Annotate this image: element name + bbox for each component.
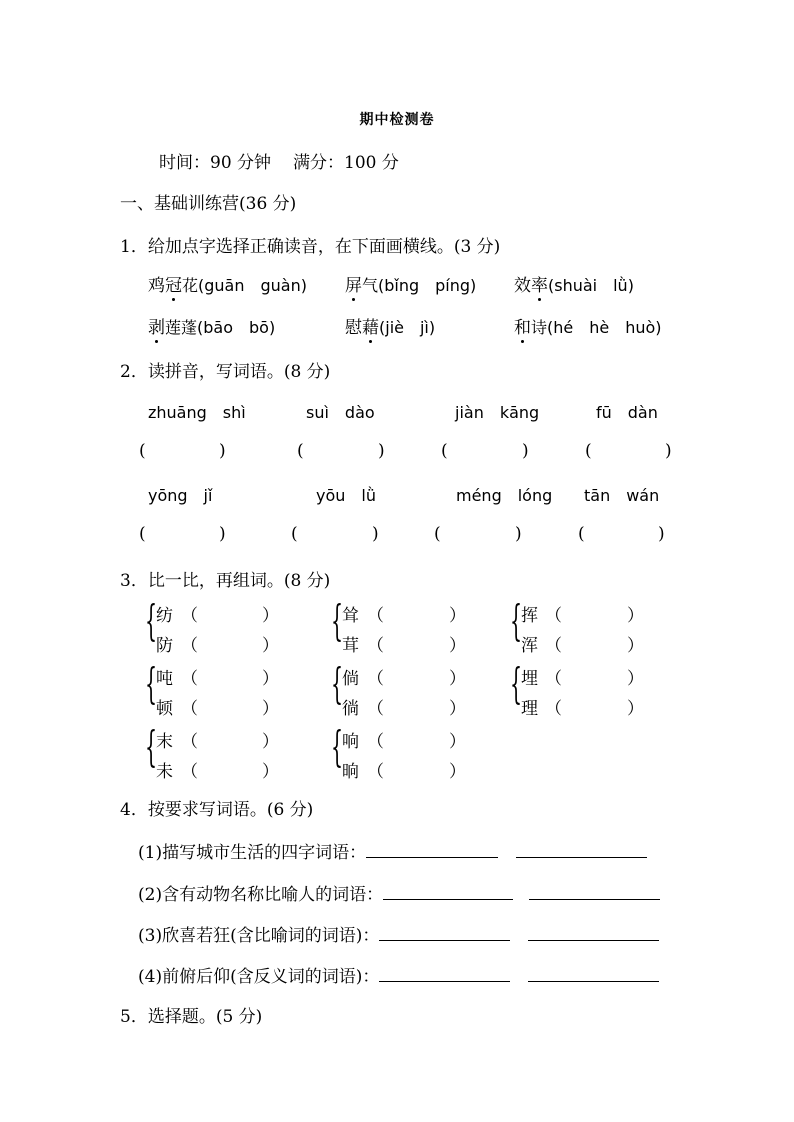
answer-paren-open: (: [139, 441, 146, 461]
question-4-prompt: 4．按要求写词语。(6 分): [120, 800, 314, 820]
answer-paren-open: （: [545, 636, 562, 656]
answer-paren-close: ）: [262, 669, 279, 689]
compare-char: 埋: [521, 669, 538, 689]
compare-char: 末: [156, 732, 173, 752]
answer-paren-open: （: [181, 699, 198, 719]
pinyin: suì dào: [306, 403, 375, 422]
brace: {: [510, 596, 523, 645]
q1-item: 剥莲蓬(bāo bō): [148, 318, 276, 338]
answer-paren-open: (: [139, 524, 146, 544]
answer-paren-open: (: [434, 524, 441, 544]
brace: {: [331, 722, 344, 771]
pinyin: fū dàn: [596, 403, 658, 422]
answer-paren-close: ): [515, 524, 522, 544]
answer-paren-close: ）: [627, 699, 644, 719]
q1-item: 慰藉(jiè jì): [345, 318, 436, 338]
answer-paren-close: ）: [627, 606, 644, 626]
answer-paren-open: （: [367, 606, 384, 626]
compare-char: 纺: [156, 606, 173, 626]
dotted-char: 冠: [165, 276, 182, 296]
answer-paren-close: ）: [262, 699, 279, 719]
question-5-prompt: 5．选择题。(5 分): [120, 1007, 263, 1027]
answer-paren-open: (: [585, 441, 592, 461]
answer-blank[interactable]: [516, 843, 647, 858]
compare-char: 挥: [521, 606, 538, 626]
dotted-char: 剥: [148, 318, 165, 338]
answer-paren-open: （: [181, 762, 198, 782]
q1-item: 屏气(bǐng píng): [345, 276, 477, 296]
compare-char: 响: [342, 732, 359, 752]
q4-item: (4)前俯后仰(含反义词的词语)：: [138, 962, 659, 987]
answer-paren-close: ): [219, 524, 226, 544]
answer-paren-close: ): [522, 441, 529, 461]
answer-paren-close: ): [219, 441, 226, 461]
answer-blank[interactable]: [379, 967, 510, 982]
answer-paren-open: (: [441, 441, 448, 461]
answer-blank[interactable]: [528, 926, 659, 941]
compare-char: 晌: [342, 762, 359, 782]
brace: {: [510, 659, 523, 708]
page-title: 期中检测卷: [359, 112, 435, 128]
dotted-char: 率: [531, 276, 548, 296]
answer-paren-close: ）: [262, 732, 279, 752]
compare-char: 徜: [342, 699, 359, 719]
compare-char: 未: [156, 762, 173, 782]
exam-time: 时间：90 分钟: [159, 153, 272, 173]
answer-paren-open: (: [291, 524, 298, 544]
dotted-char: 藉: [362, 318, 379, 338]
compare-char: 倘: [342, 669, 359, 689]
pinyin: tān wán: [584, 486, 660, 505]
brace: {: [145, 596, 158, 645]
answer-paren-close: ）: [627, 636, 644, 656]
answer-paren-close: ）: [449, 636, 466, 656]
answer-blank[interactable]: [529, 885, 660, 900]
q1-item: 鸡冠花(guān guàn): [148, 276, 307, 296]
section-heading: 一、基础训练营(36 分): [120, 194, 297, 214]
dotted-char: 和: [514, 318, 531, 338]
compare-char: 吨: [156, 669, 173, 689]
question-2-prompt: 2．读拼音，写词语。(8 分): [120, 362, 331, 382]
question-3-prompt: 3．比一比，再组词。(8 分): [120, 571, 331, 591]
compare-char: 浑: [521, 636, 538, 656]
answer-paren-open: (: [578, 524, 585, 544]
answer-blank[interactable]: [383, 885, 513, 900]
exam-meta: [159, 148, 399, 173]
answer-paren-close: ）: [449, 699, 466, 719]
dotted-char: 屏: [345, 276, 362, 296]
answer-blank[interactable]: [528, 967, 659, 982]
answer-paren-close: ）: [449, 669, 466, 689]
answer-paren-open: （: [181, 636, 198, 656]
q4-item: (2)含有动物名称比喻人的词语：: [138, 880, 660, 905]
answer-paren-close: ）: [262, 606, 279, 626]
answer-paren-open: （: [367, 732, 384, 752]
pinyin: zhuāng shì: [148, 403, 246, 422]
answer-paren-open: （: [545, 606, 562, 626]
compare-char: 防: [156, 636, 173, 656]
answer-paren-open: （: [367, 699, 384, 719]
answer-paren-open: （: [181, 606, 198, 626]
exam-score: 满分：100 分: [293, 153, 399, 173]
answer-paren-open: （: [367, 636, 384, 656]
answer-paren-close: ）: [449, 732, 466, 752]
answer-paren-close: ): [665, 441, 672, 461]
question-1-prompt: 1．给加点字选择正确读音，在下面画横线。(3 分): [120, 237, 501, 257]
answer-paren-open: （: [367, 669, 384, 689]
pinyin: yōu lǜ: [316, 486, 376, 505]
answer-paren-close: ）: [262, 762, 279, 782]
answer-paren-open: （: [181, 669, 198, 689]
answer-paren-open: （: [181, 732, 198, 752]
q1-item: 和诗(hé hè huò): [514, 318, 662, 338]
answer-paren-open: (: [297, 441, 304, 461]
brace: {: [145, 722, 158, 771]
q1-item: 效率(shuài lǜ): [514, 276, 634, 296]
answer-paren-close: ): [372, 524, 379, 544]
q4-item: (3)欣喜若狂(含比喻词的词语)：: [138, 921, 659, 946]
answer-paren-close: ）: [449, 606, 466, 626]
brace: {: [331, 659, 344, 708]
brace: {: [145, 659, 158, 708]
answer-blank[interactable]: [366, 843, 498, 858]
pinyin: méng lóng: [456, 486, 553, 505]
compare-char: 理: [521, 699, 538, 719]
compare-char: 顿: [156, 699, 173, 719]
answer-paren-open: （: [545, 669, 562, 689]
q4-item: (1)描写城市生活的四字词语：: [138, 838, 647, 863]
answer-paren-close: ）: [627, 669, 644, 689]
brace: {: [331, 596, 344, 645]
compare-char: 耸: [342, 606, 359, 626]
pinyin: yōng jǐ: [148, 486, 213, 505]
answer-paren-close: ): [658, 524, 665, 544]
compare-char: 茸: [342, 636, 359, 656]
answer-paren-close: ）: [262, 636, 279, 656]
answer-blank[interactable]: [379, 926, 510, 941]
answer-paren-open: （: [545, 699, 562, 719]
answer-paren-open: （: [367, 762, 384, 782]
pinyin: jiàn kāng: [455, 403, 540, 422]
answer-paren-close: ）: [449, 762, 466, 782]
answer-paren-close: ): [378, 441, 385, 461]
